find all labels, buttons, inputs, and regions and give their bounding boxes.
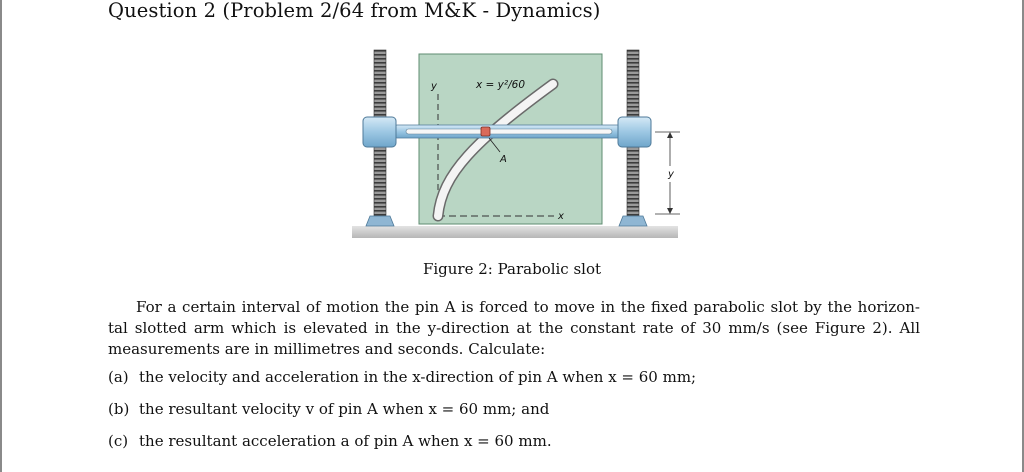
x-axis-label: x bbox=[558, 211, 564, 222]
parabolic-slot-figure bbox=[350, 46, 680, 242]
question-title: Question 2 (Problem 2/64 from M&K - Dynamics) bbox=[108, 0, 601, 22]
left-foot bbox=[366, 216, 394, 226]
item-text: the resultant velocity v of pin A when x = 60 mm; and bbox=[139, 400, 550, 418]
statement-line-3: measurements are in millimetres and seconds. Calculate: bbox=[108, 340, 546, 358]
arm-slot bbox=[406, 129, 612, 134]
item-text: the resultant acceleration a of pin A when x = 60 mm. bbox=[139, 432, 552, 450]
right-collar bbox=[618, 117, 651, 147]
item-label: (a) bbox=[108, 368, 129, 386]
item-label: (c) bbox=[108, 432, 129, 450]
problem-statement bbox=[108, 297, 920, 360]
left-edge-border bbox=[0, 0, 2, 472]
left-collar bbox=[363, 117, 396, 147]
pin-label: A bbox=[500, 154, 507, 165]
figure-caption: Figure 2: Parabolic slot bbox=[422, 260, 602, 278]
y-axis-label: y bbox=[431, 81, 437, 92]
base-plate bbox=[352, 226, 678, 238]
question-item-a bbox=[108, 368, 696, 386]
item-text: the velocity and acceleration in the x-direction of pin A when x = 60 mm; bbox=[139, 368, 697, 386]
dimension-arrow-up bbox=[667, 132, 673, 138]
dimension-arrow-down bbox=[667, 208, 673, 214]
question-item-c bbox=[108, 432, 552, 450]
right-foot bbox=[619, 216, 647, 226]
equation-label: x = y²/60 bbox=[476, 79, 526, 91]
pin-a bbox=[481, 127, 490, 136]
question-item-b bbox=[108, 400, 549, 418]
statement-line-1: For a certain interval of motion the pin A is forced to move in the fixed parabolic slot by the horizon- bbox=[136, 298, 920, 316]
dimension-label: y bbox=[668, 169, 674, 180]
item-label: (b) bbox=[108, 400, 130, 418]
statement-line-2: tal slotted arm which is elevated in the y-direction at the constant rate of 30 mm/s (see Figure 2). All bbox=[108, 319, 920, 337]
